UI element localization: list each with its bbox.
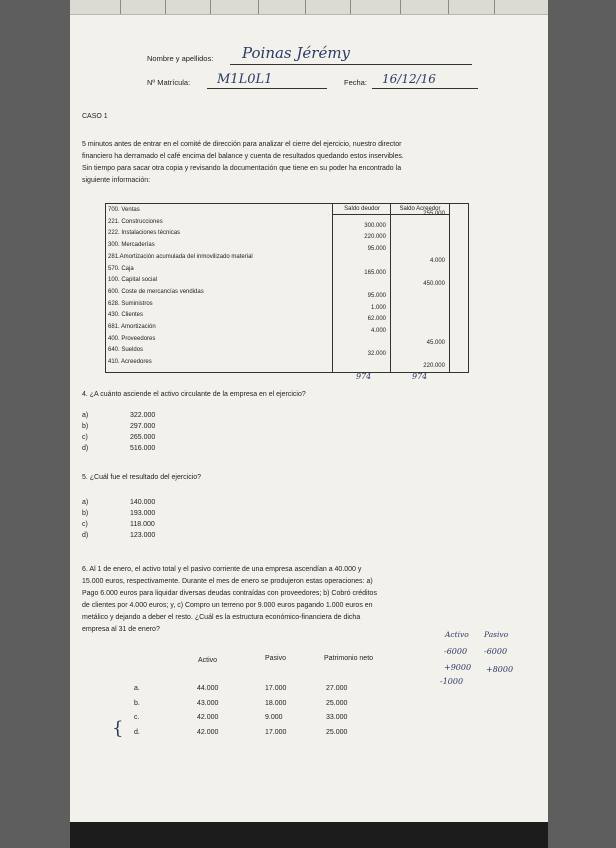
ledger-row-label: 100. Capital social bbox=[108, 277, 158, 284]
ledger-row-debit: 62.000 bbox=[367, 316, 386, 323]
ledger-row-label: 681. Amortización bbox=[108, 324, 156, 330]
answer-bracket-mark: { bbox=[112, 718, 124, 739]
ledger-header-credit: Saldo Acreedor bbox=[390, 203, 450, 215]
q5-option-letter: a) bbox=[82, 499, 89, 506]
matricula-underline bbox=[207, 88, 327, 89]
q6-cell-activo: 43.000 bbox=[197, 699, 219, 707]
q6-cell-activo: 44.000 bbox=[197, 685, 219, 692]
ledger-row-credit: 4.000 bbox=[429, 257, 445, 264]
q6-header-patrimonio: Patrimonio neto bbox=[324, 655, 374, 662]
ledger-row-debit: 300.000 bbox=[364, 222, 386, 229]
note-pasivo-1: -6000 bbox=[484, 647, 508, 656]
tape-tick bbox=[210, 0, 211, 14]
note-activo-3: -1000 bbox=[440, 677, 464, 686]
q6-cell-pasivo: 17.000 bbox=[265, 685, 287, 692]
q6-cell-letter: a. bbox=[134, 685, 140, 692]
ledger-row-label: 281.Amortización acumulada del inmovilizado material bbox=[108, 253, 253, 260]
bottom-shadow bbox=[70, 822, 548, 848]
q4-option-value: 322.000 bbox=[130, 412, 156, 419]
q6-cell-letter: b. bbox=[134, 699, 140, 707]
q6-cell-pasivo: 18.000 bbox=[265, 699, 287, 707]
ledger-row-label: 600. Coste de mercancías vendidas bbox=[108, 288, 204, 295]
q4-option-value: 265.000 bbox=[130, 434, 156, 441]
ledger-row-label: 640. Sueldos bbox=[108, 347, 144, 354]
ledger-row-label: 221. Construcciones bbox=[108, 218, 163, 225]
q5-option-value: 118.000 bbox=[130, 521, 155, 528]
ledger-row-label: 570. Caja bbox=[108, 265, 134, 272]
caso-intro-line: 5 minutos antes de entrar en el comité de dirección para analizar el cierre del ejercicio, nuestro director bbox=[82, 141, 402, 148]
q6-line: metálico y dejando a deber el resto. ¿Cuál es la estructura económico-financiera de dicha bbox=[82, 614, 361, 621]
tape-tick bbox=[494, 0, 495, 14]
ledger-row-credit: 220.000 bbox=[423, 363, 445, 370]
q6-line: de clientes por 4.000 euros; y, c) Compro un terreno por 9.000 euros pagando 1.000 euros en bbox=[82, 602, 373, 609]
tape-tick bbox=[258, 0, 259, 14]
q6-line: empresa al 31 de enero? bbox=[82, 626, 160, 633]
tape-strip bbox=[70, 0, 548, 15]
q6-cell-activo: 42.000 bbox=[197, 728, 219, 736]
q4-question: 4. ¿A cuánto asciende el activo circulante de la empresa en el ejercicio? bbox=[82, 391, 306, 398]
matricula-label: Nº Matrícula: bbox=[147, 78, 191, 87]
ledger-row-debit: 32.000 bbox=[367, 351, 386, 358]
tape-tick bbox=[400, 0, 401, 14]
ledger-header-debit: Saldo deudor bbox=[332, 203, 392, 215]
q5-option-letter: b) bbox=[82, 510, 89, 517]
q6-header-pasivo: Pasivo bbox=[265, 655, 287, 662]
name-underline bbox=[230, 64, 472, 65]
q5-option-value: 193.000 bbox=[130, 510, 156, 517]
note-pasivo-2: +8000 bbox=[486, 665, 514, 674]
ledger-row-debit: 95.000 bbox=[367, 292, 386, 299]
caso-intro-line: Sin tiempo para sacar otra copia y revisando la documentación que tiene en su poder ha encontrado la bbox=[82, 165, 402, 172]
q6-line: Pago 6.000 euros para liquidar diversas deudas contraídas con proveedores; b) Cobró créditos bbox=[82, 590, 377, 597]
q6-cell-patrimonio: 33.000 bbox=[326, 714, 348, 721]
q4-option-letter: a) bbox=[82, 412, 89, 419]
ledger-row-debit: 165.000 bbox=[364, 269, 386, 276]
ledger-row-debit: 220.000 bbox=[364, 234, 386, 241]
q6-cell-letter: d. bbox=[134, 728, 140, 736]
q4-option-letter: d) bbox=[82, 445, 89, 452]
ledger-row-label: 700. Ventas bbox=[108, 207, 140, 213]
note-activo-head: Activo bbox=[445, 630, 469, 639]
ledger-row-label: 222. Instalaciones técnicas bbox=[108, 230, 181, 237]
q4-option-value: 516.000 bbox=[130, 445, 156, 452]
name-value: Poinas Jérémy bbox=[242, 44, 351, 62]
fecha-value: 16/12/16 bbox=[382, 72, 436, 86]
ledger-row-label: 628. Suministros bbox=[108, 300, 153, 307]
matricula-value: M1L0L1 bbox=[217, 72, 273, 87]
ledger-row-credit: 255.000 bbox=[423, 211, 445, 217]
exam-page bbox=[70, 0, 548, 822]
q5-option-value: 123.000 bbox=[130, 532, 156, 539]
fecha-label: Fecha: bbox=[344, 78, 367, 87]
tape-tick bbox=[120, 0, 121, 14]
ledger-row-credit: 450.000 bbox=[423, 281, 445, 288]
q6-cell-patrimonio: 27.000 bbox=[326, 685, 348, 692]
q5-option-value: 140.000 bbox=[130, 499, 156, 506]
caso-title: CASO 1 bbox=[82, 113, 108, 120]
q5-question: 5. ¿Cuál fue el resultado del ejercicio? bbox=[82, 474, 202, 481]
tape-tick bbox=[448, 0, 449, 14]
q5-option-letter: d) bbox=[82, 532, 89, 539]
ledger-row-debit: 1.000 bbox=[370, 304, 386, 311]
ledger-row-label: 410. Acreedores bbox=[108, 359, 152, 366]
note-activo-2: +9000 bbox=[444, 663, 472, 672]
ledger-total-credit: 974 bbox=[412, 372, 428, 381]
fecha-underline bbox=[372, 88, 478, 89]
q6-cell-patrimonio: 25.000 bbox=[326, 728, 348, 736]
ledger-row-credit: 45.000 bbox=[426, 339, 445, 346]
q4-option-letter: c) bbox=[82, 434, 88, 441]
tape-tick bbox=[350, 0, 351, 14]
ledger-col-divider bbox=[332, 204, 333, 372]
q4-option-letter: b) bbox=[82, 423, 89, 430]
q6-cell-activo: 42.000 bbox=[197, 714, 219, 721]
q6-header-activo: Activo bbox=[198, 657, 218, 664]
q6-cell-patrimonio: 25.000 bbox=[326, 699, 348, 707]
note-pasivo-head: Pasivo bbox=[484, 630, 509, 639]
q6-line: 15.000 euros, respectivamente. Durante el mes de enero se produjeron estas operaciones: a) bbox=[82, 578, 373, 585]
ledger-row-debit: 95.000 bbox=[367, 246, 386, 253]
q6-line: 6. Al 1 de enero, el activo total y el pasivo corriente de una empresa ascendían a 40.000 y bbox=[82, 566, 362, 573]
q6-cell-letter: c. bbox=[134, 714, 140, 721]
ledger-col-divider bbox=[390, 204, 391, 372]
ledger-row-label: 300. Mercaderías bbox=[108, 242, 155, 249]
tape-tick bbox=[305, 0, 306, 14]
q6-cell-pasivo: 17.000 bbox=[265, 728, 287, 736]
q5-option-letter: c) bbox=[82, 521, 88, 528]
q4-option-value: 297.000 bbox=[130, 423, 156, 430]
ledger-col-divider bbox=[449, 204, 450, 372]
name-label: Nombre y apellidos: bbox=[147, 54, 214, 63]
ledger-row-label: 400. Proveedores bbox=[108, 335, 156, 342]
ledger-row-debit: 4.000 bbox=[370, 328, 386, 334]
note-activo-1: -6000 bbox=[444, 647, 468, 656]
ledger-table bbox=[105, 203, 469, 373]
caso-intro-line: financiero ha derramado el café encima del balance y cuenta de resultados quedando estos inservibles. bbox=[82, 153, 404, 160]
ledger-total-debit: 974 bbox=[356, 372, 372, 381]
ledger-row-label: 430. Clientes bbox=[108, 312, 144, 319]
tape-tick bbox=[165, 0, 166, 14]
q6-cell-pasivo: 9.000 bbox=[265, 714, 283, 721]
caso-intro-line: siguiente información: bbox=[82, 177, 151, 184]
